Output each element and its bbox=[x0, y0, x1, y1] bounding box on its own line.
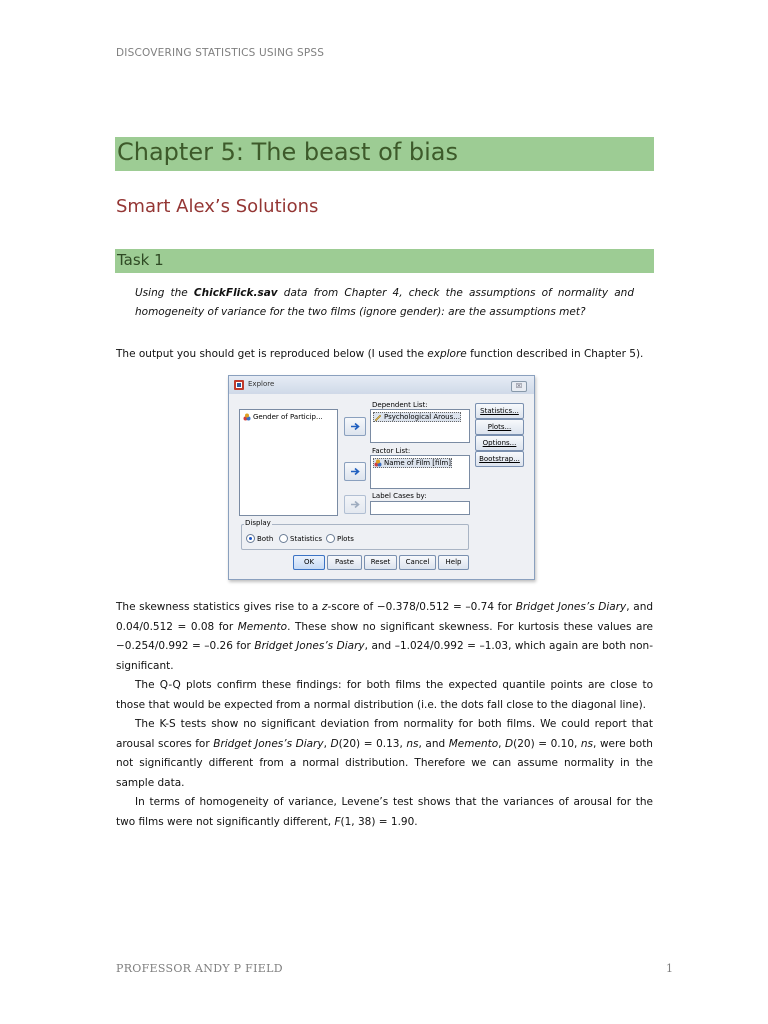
list-item[interactable] bbox=[243, 413, 323, 421]
statistics-button[interactable]: Statistics... bbox=[475, 403, 524, 419]
chapter-title: Chapter 5: The beast of bias bbox=[117, 138, 458, 166]
scale-variable-icon bbox=[374, 413, 382, 421]
reset-button[interactable]: Reset bbox=[364, 555, 397, 570]
dependent-list-label: Dependent List: bbox=[372, 401, 428, 409]
dependent-list[interactable] bbox=[370, 409, 470, 443]
label-cases-field[interactable] bbox=[370, 501, 470, 515]
paragraph-ks-tests: The K-S tests show no significant deviation from normality for both films. We could report that arousal scores for Bridget Jones’s Diary, D(20) = 0.13, ns, and Memento, D(20) = 0.10, ns, were both not significantly different from a normal distribution. Therefore we can assume normality in the sample data. bbox=[116, 718, 653, 789]
radio-label: Statistics bbox=[290, 534, 322, 543]
display-group bbox=[241, 524, 469, 550]
bootstrap-button[interactable]: Bootstrap... bbox=[475, 451, 524, 467]
paragraph-levene: In terms of homogeneity of variance, Levene’s test shows that the variances of arousal for the two films were not significantly different, F(1, 38) = 1.90. bbox=[116, 796, 653, 828]
nominal-variable-icon bbox=[243, 413, 251, 421]
plots-button[interactable]: Plots... bbox=[475, 419, 524, 435]
running-head: DISCOVERING STATISTICS USING SPSS bbox=[116, 47, 325, 59]
task-title-bar bbox=[115, 249, 654, 273]
arrow-right-icon bbox=[350, 467, 361, 476]
move-to-factor-button[interactable] bbox=[344, 462, 366, 481]
paste-button[interactable]: Paste bbox=[327, 555, 362, 570]
radio-selected-icon bbox=[246, 534, 255, 543]
list-item-label: Gender of Particip... bbox=[253, 413, 323, 421]
output-intro: The output you should get is reproduced below (I used the explore function described in Chapter 5). bbox=[116, 348, 644, 360]
results-discussion bbox=[116, 598, 653, 832]
label-cases-label: Label Cases by: bbox=[372, 492, 427, 500]
explore-dialog bbox=[228, 375, 535, 580]
cancel-button[interactable]: Cancel bbox=[399, 555, 436, 570]
dialog-title: Explore bbox=[248, 380, 275, 388]
paragraph-skewness: The skewness statistics gives rise to a z-score of −0.378/0.512 = –0.74 for Bridget Jones’s Diary, and 0.04/0.512 = 0.08 for Memento. These show no significant skewness. For kurtosis these values are −0.254/0.992 = –0.26 for Bridget Jones’s Diary, and –1.024/0.992 = –1.03, which again are both non-significant. bbox=[116, 601, 654, 672]
display-both-radio[interactable] bbox=[246, 534, 273, 543]
options-button[interactable]: Options... bbox=[475, 435, 524, 451]
radio-icon bbox=[326, 534, 335, 543]
move-to-label-button[interactable] bbox=[344, 495, 366, 514]
display-plots-radio[interactable] bbox=[326, 534, 354, 543]
spss-app-icon bbox=[234, 380, 244, 390]
list-item[interactable] bbox=[373, 458, 452, 468]
display-statistics-radio[interactable] bbox=[279, 534, 322, 543]
section-title: Smart Alex’s Solutions bbox=[116, 196, 319, 217]
paragraph-qq-plots: The Q-Q plots confirm these findings: for both films the expected quantile points are close to those that would be expected from a normal distribution (i.e. the dots fall close to the diagonal line). bbox=[116, 679, 653, 711]
task-question: Using the ChickFlick.sav data from Chapter 4, check the assumptions of normality and homogeneity of variance for the two films (ignore gender): are the assumptions met? bbox=[135, 287, 634, 318]
factor-list[interactable] bbox=[370, 455, 470, 489]
radio-label: Plots bbox=[337, 534, 354, 543]
list-item-label: Psychological Arous... bbox=[384, 413, 460, 421]
list-item[interactable] bbox=[373, 412, 461, 422]
radio-icon bbox=[279, 534, 288, 543]
nominal-variable-icon bbox=[374, 459, 382, 467]
task-title: Task 1 bbox=[117, 251, 164, 269]
source-variable-list[interactable] bbox=[239, 409, 338, 516]
list-item-label: Name of Film [film] bbox=[384, 459, 451, 467]
ok-button[interactable]: OK bbox=[293, 555, 325, 570]
dialog-titlebar bbox=[229, 376, 534, 394]
radio-label: Both bbox=[257, 534, 274, 543]
display-legend: Display bbox=[245, 519, 271, 527]
factor-list-label: Factor List: bbox=[372, 447, 411, 455]
footer-author: PROFESSOR ANDY P FIELD bbox=[116, 962, 283, 975]
close-icon[interactable]: ☒ bbox=[511, 381, 527, 392]
arrow-right-icon bbox=[350, 500, 361, 509]
move-to-dependent-button[interactable] bbox=[344, 417, 366, 436]
arrow-right-icon bbox=[350, 422, 361, 431]
page-number: 1 bbox=[666, 962, 673, 975]
help-button[interactable]: Help bbox=[438, 555, 469, 570]
